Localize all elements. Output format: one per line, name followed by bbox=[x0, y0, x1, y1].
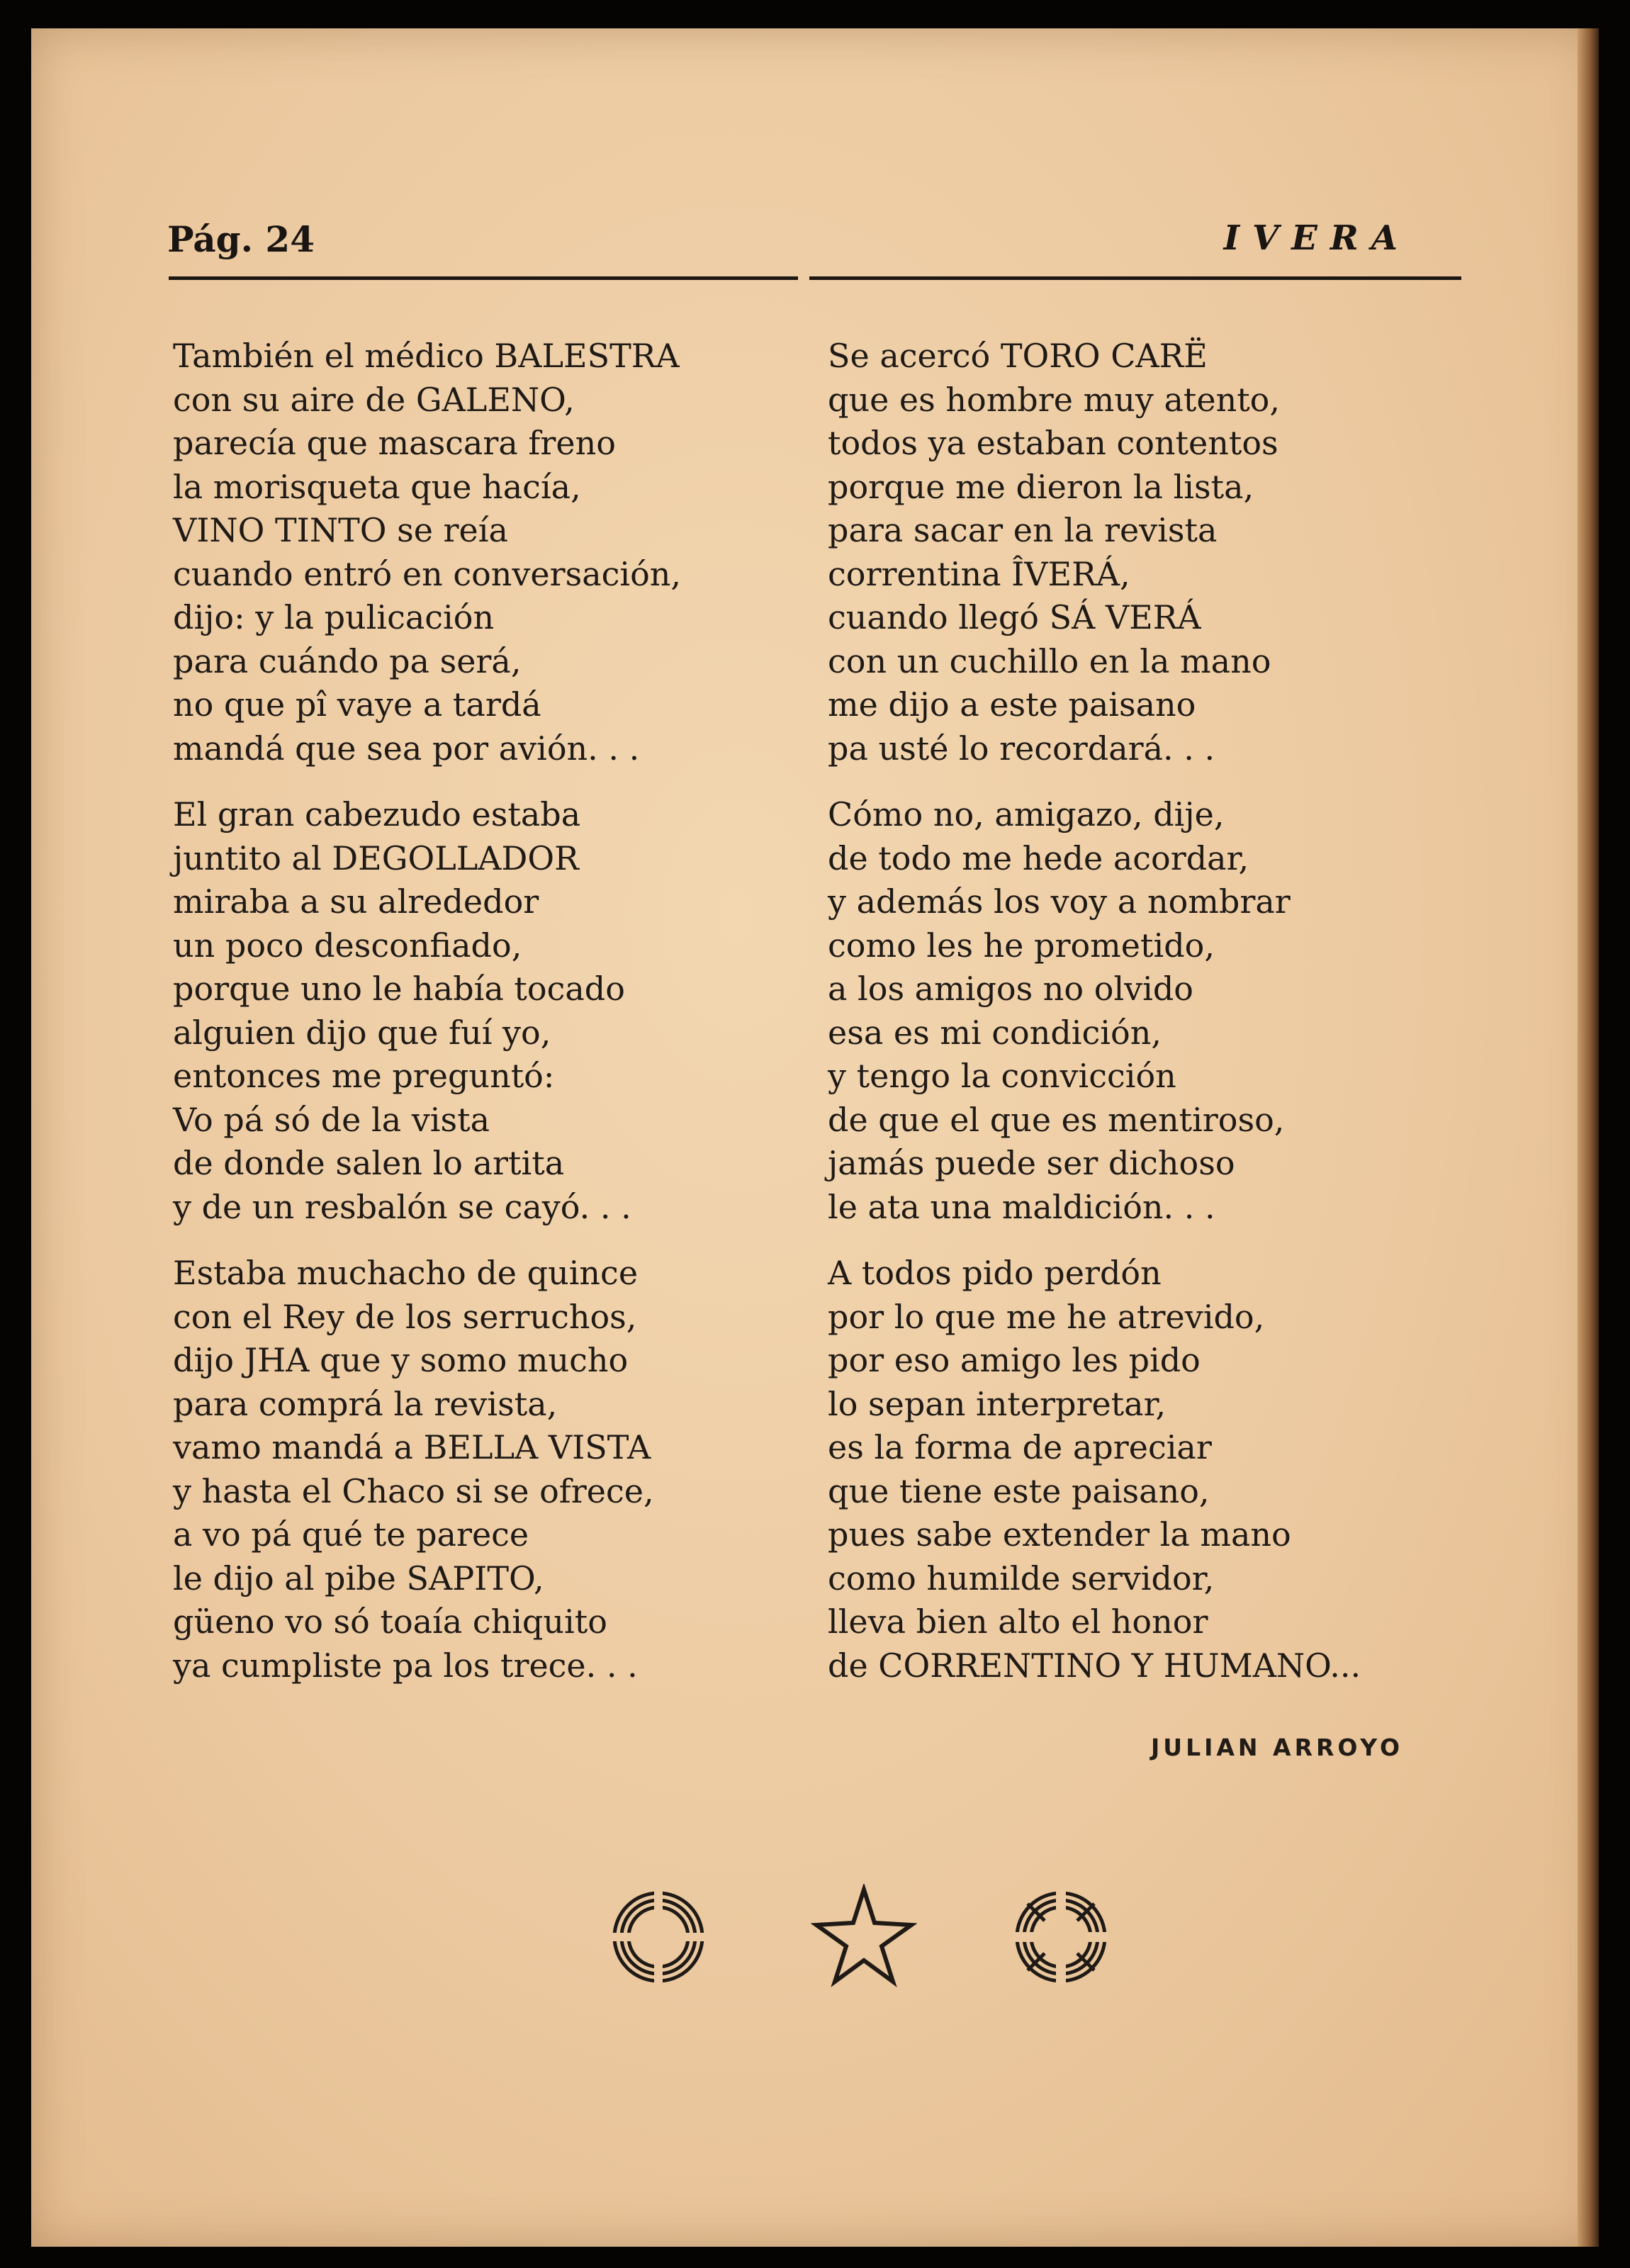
poem-line: de que el que es mentiroso, bbox=[828, 1100, 1285, 1139]
poem-line: juntito al DEGOLLADOR bbox=[173, 838, 579, 877]
poem-line: vamo mandá a BELLA VISTA bbox=[173, 1428, 651, 1466]
poem-stanza bbox=[173, 1252, 811, 1688]
poem-line: lleva bien alto el honor bbox=[828, 1602, 1208, 1641]
poem-line: para cuándo pa será, bbox=[173, 641, 522, 680]
poem-line: porque uno le había tocado bbox=[173, 970, 625, 1008]
poem-line: El gran cabezudo estaba bbox=[173, 795, 581, 833]
poem-line: alguien dijo que fuí yo, bbox=[173, 1013, 551, 1052]
poem-stanza bbox=[828, 335, 1508, 770]
right-poem-column bbox=[828, 335, 1508, 1688]
broken-ring-ornament-icon bbox=[1008, 1884, 1114, 1990]
poem-line: no que pî vaye a tardá bbox=[173, 685, 541, 724]
poem-line: pues sabe extender la mano bbox=[828, 1515, 1291, 1554]
poem-line: todos ya estaban contentos bbox=[828, 424, 1278, 462]
poem-line: Cómo no, amigazo, dije, bbox=[828, 795, 1225, 833]
poem-line: para comprá la revista, bbox=[173, 1384, 558, 1423]
poem-line: VINO TINTO se reía bbox=[173, 511, 508, 549]
poem-line: mandá que sea por avión. . . bbox=[173, 729, 640, 768]
poem-stanza bbox=[828, 793, 1508, 1229]
poem-stanza bbox=[173, 793, 811, 1229]
magazine-title: IVERA bbox=[1223, 218, 1410, 258]
poem-stanza bbox=[173, 335, 811, 770]
poem-line: con un cuchillo en la mano bbox=[828, 641, 1271, 680]
poem-line: le dijo al pibe SAPITO, bbox=[173, 1559, 544, 1598]
poem-line: dijo JHA que y somo mucho bbox=[173, 1341, 629, 1379]
poem-line: dijo: y la pulicación bbox=[173, 598, 495, 636]
poem-line: También el médico BALESTRA bbox=[173, 337, 680, 375]
poem-line: cuando llegó SÁ VERÁ bbox=[828, 598, 1201, 636]
poem-line: por lo que me he atrevido, bbox=[828, 1297, 1265, 1336]
header-rule-right bbox=[809, 276, 1461, 280]
poem-line: para sacar en la revista bbox=[828, 511, 1218, 549]
poem-line: como les he prometido, bbox=[828, 926, 1215, 965]
poem-line: como humilde servidor, bbox=[828, 1559, 1215, 1598]
poem-line: jamás puede ser dichoso bbox=[828, 1144, 1235, 1182]
poem-line: Se acercó TORO CARË bbox=[828, 337, 1208, 375]
poem-line: con el Rey de los serruchos, bbox=[173, 1297, 637, 1336]
poem-line: Estaba muchacho de quince bbox=[173, 1254, 639, 1292]
poem-line: le ata una maldición. . . bbox=[828, 1187, 1215, 1226]
ring-ornament-icon bbox=[605, 1884, 712, 1990]
magazine-page bbox=[31, 28, 1599, 2247]
page-binding-edge bbox=[1578, 28, 1599, 2247]
poem-line: y además los voy a nombrar bbox=[828, 882, 1291, 921]
poem-stanza bbox=[828, 1252, 1508, 1688]
poem-line: lo sepan interpretar, bbox=[828, 1384, 1167, 1423]
header-rule-left bbox=[169, 276, 798, 280]
poem-line: de donde salen lo artita bbox=[173, 1144, 565, 1182]
poem-line: ya cumpliste pa los trece. . . bbox=[173, 1646, 638, 1685]
poem-line: pa usté lo recordará. . . bbox=[828, 729, 1215, 768]
poem-line: con su aire de GALENO, bbox=[173, 380, 575, 419]
poem-line: la morisqueta que hacía, bbox=[173, 467, 581, 506]
left-poem-column bbox=[173, 335, 811, 1688]
poem-line: entonces me preguntó: bbox=[173, 1057, 555, 1095]
page-number: Pág. 24 bbox=[167, 218, 315, 260]
poem-line: de todo me hede acordar, bbox=[828, 838, 1249, 877]
poem-line: miraba a su alrededor bbox=[173, 882, 539, 921]
poem-line: de CORRENTINO Y HUMANO... bbox=[828, 1646, 1361, 1685]
poem-line: a vo pá qué te parece bbox=[173, 1515, 529, 1554]
poem-line: porque me dieron la lista, bbox=[828, 467, 1254, 506]
poem-line: A todos pido perdón bbox=[828, 1254, 1162, 1292]
poem-line: a los amigos no olvido bbox=[828, 970, 1193, 1008]
poem-line: esa es mi condición, bbox=[828, 1013, 1162, 1052]
author-signature: JULIAN ARROYO bbox=[1151, 1734, 1404, 1761]
poem-line: y hasta el Chaco si se ofrece, bbox=[173, 1471, 654, 1510]
poem-line: cuando entró en conversación, bbox=[173, 554, 682, 593]
poem-line: que es hombre muy atento, bbox=[828, 380, 1281, 419]
star-outline-icon bbox=[811, 1884, 917, 1990]
poem-line: parecía que mascara freno bbox=[173, 424, 616, 462]
poem-line: es la forma de apreciar bbox=[828, 1428, 1212, 1466]
poem-line: Vo pá só de la vista bbox=[173, 1100, 490, 1139]
poem-line: güeno vo só toaía chiquito bbox=[173, 1602, 607, 1641]
poem-line: que tiene este paisano, bbox=[828, 1471, 1210, 1510]
poem-line: por eso amigo les pido bbox=[828, 1341, 1201, 1379]
poem-line: me dijo a este paisano bbox=[828, 685, 1196, 724]
poem-line: y de un resbalón se cayó. . . bbox=[173, 1187, 631, 1226]
poem-line: correntina ÎVERÁ, bbox=[828, 554, 1130, 593]
poem-line: un poco desconfiado, bbox=[173, 926, 522, 965]
poem-line: y tengo la convicción bbox=[828, 1057, 1176, 1095]
